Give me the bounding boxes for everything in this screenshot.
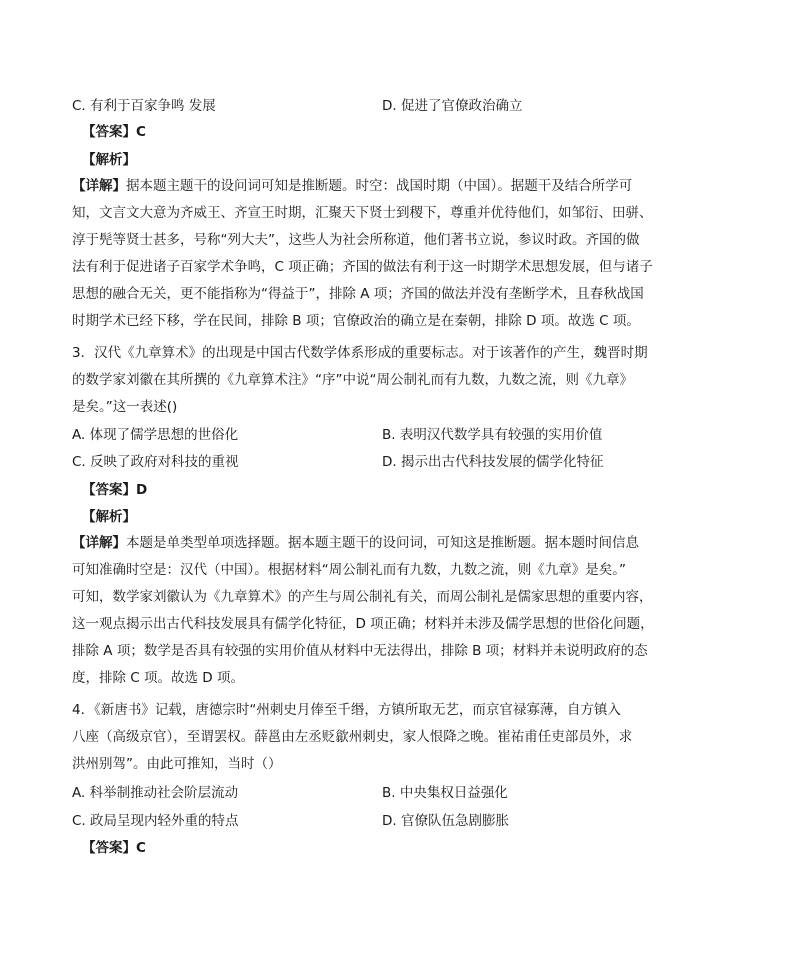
answer-value: C [136,124,146,140]
detail-line: 时期学术已经下移，学在民间，排除 B 项；官僚政治的确立是在秦朝，排除 D 项。故选 C 项。 [72,313,640,329]
q2-detail [72,173,722,335]
q4-option-d: D. 官僚队伍急剧膨胀 [382,813,509,829]
detail-line: 可知，数学家刘徽认为《九章算术》的产生与周公制礼有关，而周公制礼是儒家思想的重要内容， [72,589,653,605]
q3-option-b: B. 表明汉代数学具有较强的实用价值 [382,427,603,443]
stem-line: 的数学家刘徽在其所撰的《九章算术注》“序”中说“周公制礼而有九数，九数之流，则《九章》 [72,372,633,388]
answer-label: 【答案】 [82,840,136,856]
q3-option-c: C. 反映了政府对科技的重视 [72,454,239,470]
stem-line: 是矣。”这一表述() [72,399,178,415]
q2-option-d: D. 促进了官僚政治确立 [382,98,523,114]
detail-line: 法有利于促进诸子百家学术争鸣，C 项正确；齐国的做法有利于这一时期学术思想发展，但与诸子 [72,259,653,275]
q3-option-a: A. 体现了儒学思想的世俗化 [72,427,239,443]
q2-analysis-label: 【解析】 [82,152,136,168]
answer-label: 【答案】 [82,124,136,140]
stem-line: 洪州别驾”。由此可推知，当时（） [72,756,282,772]
detail-line: 【详解】本题是单类型单项选择题。据本题主题干的设问词，可知这是推断题。据本题时间信息 [72,535,639,551]
detail-line: 思想的融合无关，更不能指称为“得益于”，排除 A 项；齐国的做法并没有垄断学术，且春秋战国 [72,286,644,302]
detail-line: 可知准确时空是：汉代（中国）。根据材料“周公制礼而有九数，九数之流，则《九章》是矣。” [72,562,626,578]
answer-value: D [136,482,148,498]
q4-option-b: B. 中央集权日益强化 [382,785,508,801]
q3-stem [72,340,722,421]
q3-analysis-label: 【解析】 [82,509,136,525]
detail-label: 【详解】 [72,178,126,194]
answer-value: C [136,840,146,856]
q3-detail [72,530,722,692]
detail-line: 知，文言文大意为齐威王、齐宣王时期，汇聚天下贤士到稷下，尊重并优待他们，如邹衍、田骈、 [72,205,653,221]
detail-line: 【详解】据本题主题干的设问词可知是推断题。时空：战国时期（中国）。据题干及结合所学可 [72,178,633,194]
detail-line: 度，排除 C 项。故选 D 项。 [72,670,244,686]
stem-line: 八座（高级京官），至谓罢权。薛邕由左丞贬歙州刺史，家人恨降之晚。崔祐甫任吏部员外，求 [72,729,633,745]
detail-line: 排除 A 项；数学是否具有较强的实用价值从材料中无法得出，排除 B 项；材料并未说明政府的态 [72,643,648,659]
q3-option-d: D. 揭示出古代科技发展的儒学化特征 [382,454,604,470]
stem-line: 3．汉代《九章算术》的出现是中国古代数学体系形成的重要标志。对于该著作的产生，魏晋时期 [72,345,648,361]
q2-answer [82,122,146,142]
q2-option-c: C. 有利于百家争鸣 发展 [72,98,216,114]
detail-line: 淳于髡等贤士甚多，号称“列大夫”，这些人为社会所称道，他们著书立说，参议时政。齐国的做 [72,232,640,248]
q4-stem [72,697,722,778]
answer-label: 【答案】 [82,482,136,498]
q4-option-a: A. 科举制推动社会阶层流动 [72,785,239,801]
q4-option-c: C. 政局呈现内轻外重的特点 [72,813,239,829]
detail-line: 这一观点揭示出古代科技发展具有儒学化特征，D 项正确；材料并未涉及儒学思想的世俗化问题， [72,616,654,632]
q4-answer [82,838,146,858]
stem-line: 4．《新唐书》记载，唐德宗时“州刺史月俸至千缗，方镇所取无艺，而京官禄寡薄，自方镇入 [72,702,621,718]
detail-label: 【详解】 [72,535,126,551]
q3-answer [82,480,147,500]
